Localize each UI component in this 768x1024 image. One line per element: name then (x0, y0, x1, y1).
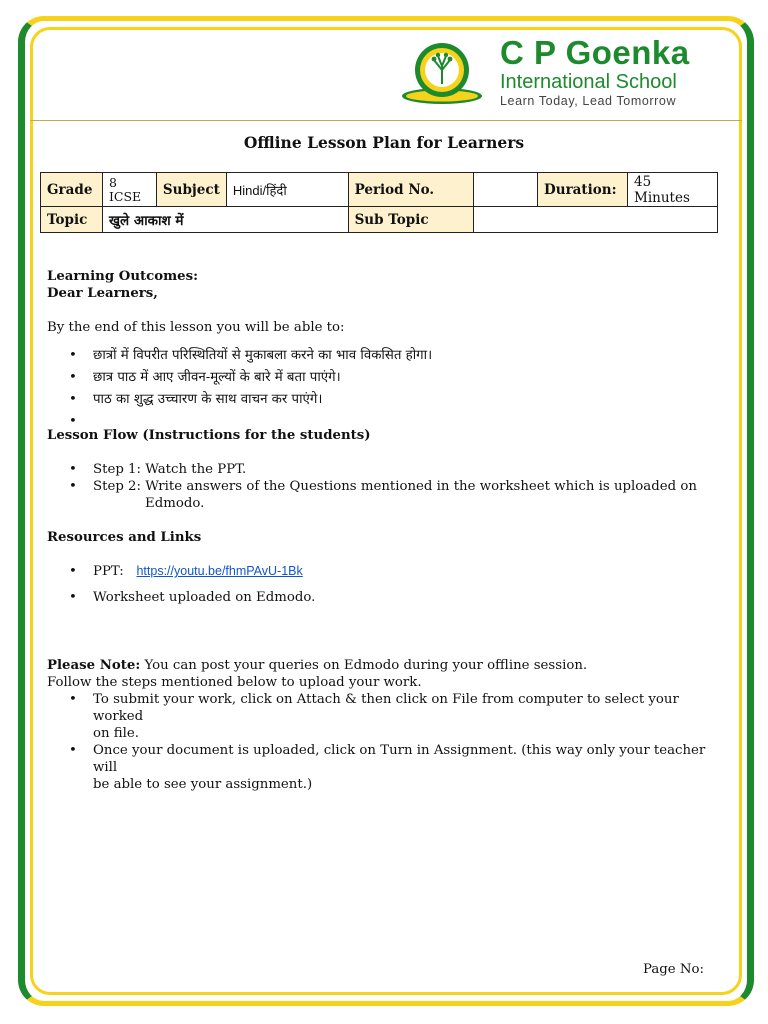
period-label: Period No. (348, 173, 474, 207)
page-title: Offline Lesson Plan for Learners (243, 133, 525, 152)
duration-value: 45 Minutes (628, 173, 718, 207)
list-item: • To submit your work, click on Attach & then click on File from computer to select your worked on file. (69, 692, 679, 741)
resources-heading: Resources and Links (47, 530, 202, 545)
upload-instructions: Follow the steps mentioned below to upload your work. (47, 675, 422, 690)
subtopic-label: Sub Topic (348, 207, 474, 233)
school-subtitle: International School (500, 71, 677, 93)
grade-value (102, 173, 156, 207)
lesson-info-table (40, 172, 718, 233)
subject-label: Subject (156, 173, 226, 207)
note-label: Please Note: (47, 658, 141, 673)
note-text: You can post your queries on Edmodo during your offline session. (140, 658, 588, 673)
outcome-text: पाठ का शुद्ध उच्चारण के साथ वाचन कर पाएंगे। (93, 392, 323, 407)
list-item: • (69, 414, 77, 429)
header-divider (30, 120, 742, 121)
step-2-continued: Edmodo. (145, 496, 205, 511)
outcomes-intro: By the end of this lesson you will be able to: (47, 320, 345, 335)
outcomes-list (47, 347, 727, 427)
ppt-link[interactable]: https://youtu.be/fhmPAvU-1Bk (136, 564, 303, 578)
subtopic-value (474, 207, 718, 233)
grade-label: Grade (41, 173, 103, 207)
lesson-content (47, 268, 727, 793)
steps-list (47, 461, 727, 495)
upload-step-1-cont: on file. (93, 726, 140, 741)
ppt-label: PPT: (93, 564, 124, 579)
list-item: • PPT: https://youtu.be/fhmPAvU-1Bk (69, 564, 303, 579)
list-item: • Worksheet uploaded on Edmodo. (69, 590, 316, 605)
upload-steps-list (47, 691, 727, 793)
school-name: C P Goenka (500, 34, 690, 71)
upload-step-2: Once your document is uploaded, click on Turn in Assignment. (this way only your teacher will (93, 743, 706, 775)
lesson-flow-heading: Lesson Flow (Instructions for the students) (47, 428, 371, 443)
step-1: Step 1: Watch the PPT. (93, 462, 247, 477)
subject-value: Hindi/हिंदी (226, 173, 348, 207)
school-logo (400, 40, 484, 106)
page-number-label: Page No: (643, 962, 705, 977)
greeting: Dear Learners, (47, 286, 158, 301)
note-paragraph (47, 657, 727, 674)
outcome-text: छात्र पाठ में आए जीवन-मूल्यों के बारे में बता पाएंगे। (93, 370, 341, 385)
step-2: Step 2: Write answers of the Questions mentioned in the worksheet which is uploaded on (93, 479, 697, 494)
outcome-text: छात्रों में विपरीत परिस्थितियों से मुकाबला करने का भाव विकसित होगा। (93, 348, 433, 363)
upload-step-1: To submit your work, click on Attach & then click on File from computer to select your worked (93, 692, 679, 724)
list-item: • पाठ का शुद्ध उच्चारण के साथ वाचन कर पाएंगे। (69, 392, 323, 407)
period-value (474, 173, 538, 207)
list-item: • छात्र पाठ में आए जीवन-मूल्यों के बारे में बता पाएंगे। (69, 370, 341, 385)
grade-number: 8 (108, 174, 117, 190)
resources-list (47, 563, 727, 606)
list-item: • Once your document is uploaded, click on Turn in Assignment. (this way only your teacher will be able to see your assignment.) (69, 743, 706, 792)
list-item: • Step 2: Write answers of the Questions mentioned in the worksheet which is uploaded on (69, 479, 697, 494)
list-item: • छात्रों में विपरीत परिस्थितियों से मुकाबला करने का भाव विकसित होगा। (69, 348, 433, 363)
duration-label: Duration: (538, 173, 628, 207)
grade-board: ICSE (108, 188, 142, 204)
school-tagline: Learn Today, Lead Tomorrow (500, 94, 677, 108)
topic-value: खुले आकाश में (102, 207, 348, 233)
list-item: • Step 1: Watch the PPT. (69, 462, 247, 477)
topic-label: Topic (41, 207, 103, 233)
learning-outcomes-heading: Learning Outcomes: (47, 269, 199, 284)
upload-step-2-cont: be able to see your assignment.) (93, 777, 313, 792)
worksheet-text: Worksheet uploaded on Edmodo. (93, 590, 316, 605)
